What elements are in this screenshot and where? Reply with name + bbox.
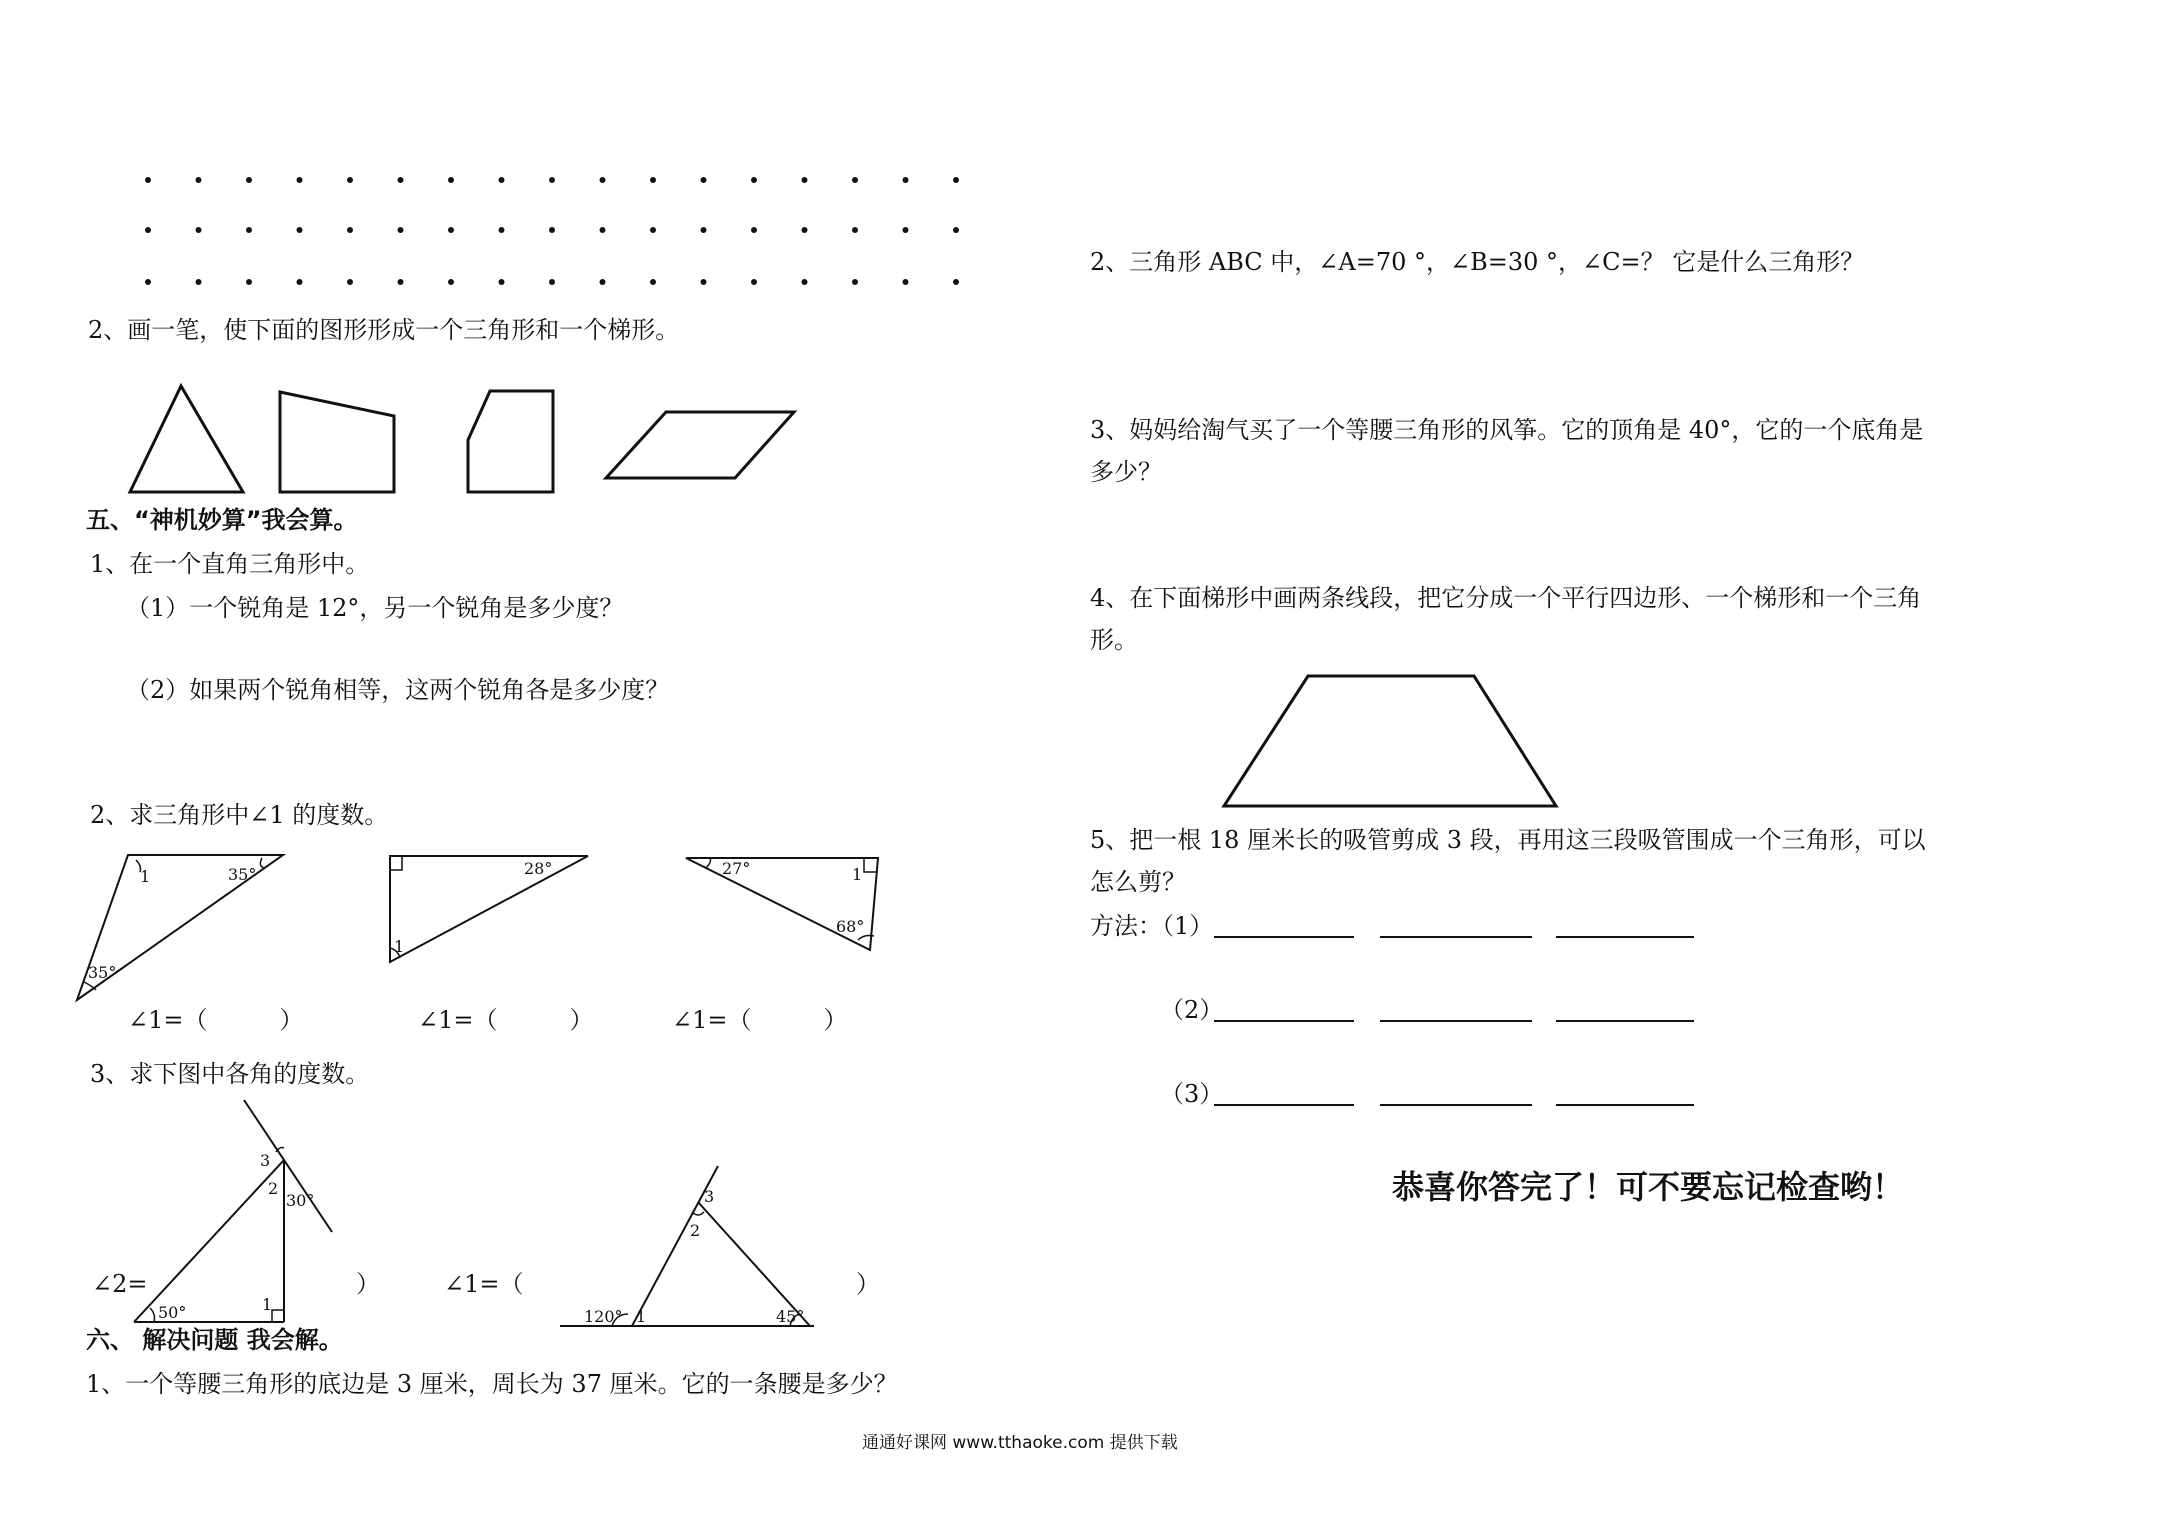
method-1-label: 方法：（1） [1090,912,1214,940]
congrats-message: 恭喜你答完了！可不要忘记检查哟！ [1392,1168,1905,1206]
method-2-blank-a[interactable] [1214,1020,1354,1022]
problem-4-line2: 形。 [1090,626,1138,654]
tri2-label-a: 28° [524,859,553,878]
problem-5-line2: 怎么剪？ [1090,868,1186,896]
section-6-title: 六、 解决问题 我会解。 [86,1326,343,1354]
method-2-blank-c[interactable] [1556,1020,1694,1022]
tri2-label-b: 1 [394,937,405,956]
problem-3-line1: 3、妈妈给淘气买了一个等腰三角形的风筝。它的顶角是 40°，它的一个底角是 [1090,416,1924,444]
figB-label-120: 120° [584,1307,623,1326]
answer-2-label: ∠1=（ ） [418,1006,594,1034]
answer-angle1: ∠1=（ [444,1270,524,1298]
method-3-blank-a[interactable] [1214,1104,1354,1106]
answer-angle2-close: ） [356,1270,380,1298]
tri3-label-c: 68° [836,917,865,936]
figB-label-3: 3 [704,1187,715,1206]
section-5-title: 五、“神机妙算”我会算。 [86,506,358,534]
method-3-blank-b[interactable] [1380,1104,1532,1106]
question-1b: （2）如果两个锐角相等，这两个锐角各是多少度？ [126,676,670,704]
problem-1: 1、一个等腰三角形的底边是 3 厘米，周长为 37 厘米。它的一条腰是多少？ [86,1370,898,1398]
figB-label-2: 2 [690,1221,701,1240]
figA-label-1: 1 [262,1295,273,1314]
tri3-label-a: 27° [722,859,751,878]
footer-credit: 通通好课网 www.tthaoke.com 提供下载 [862,1433,1178,1453]
answer-angle2: ∠2= [92,1270,148,1298]
tri3-label-b: 1 [852,865,863,884]
method-3-label: （3） [1160,1080,1224,1108]
tri1-label-b: 35° [228,865,257,884]
answer-angle1-close: ） [856,1270,880,1298]
method-1-blank-b[interactable] [1380,936,1532,938]
method-1-blank-c[interactable] [1556,936,1694,938]
question-1a: （1）一个锐角是 12°，另一个锐角是多少度？ [126,594,624,622]
question-3: 3、求下图中各角的度数。 [90,1060,370,1088]
method-2-label: （2） [1160,996,1224,1024]
question-2: 2、求三角形中∠1 的度数。 [90,801,389,829]
figB-label-1: 1 [636,1307,647,1326]
question-draw-line: 2、画一笔，使下面的图形形成一个三角形和一个梯形。 [88,316,680,344]
answer-1-label: ∠1=（ ） [128,1006,304,1034]
figA-label-30: 30° [286,1191,315,1210]
figA-label-3: 3 [260,1151,271,1170]
method-3-blank-c[interactable] [1556,1104,1694,1106]
problem-3-line2: 多少？ [1090,458,1162,486]
method-2-blank-b[interactable] [1380,1020,1532,1022]
answer-3-label: ∠1=（ ） [672,1006,848,1034]
tri1-label-c: 35° [88,963,117,982]
tri1-label-a: 1 [140,867,151,886]
problem-5-line1: 5、把一根 18 厘米长的吸管剪成 3 段，再用这三段吸管围成一个三角形，可以 [1090,826,1926,854]
figB-label-45: 45° [776,1307,805,1326]
figA-label-2: 2 [268,1179,279,1198]
problem-4-line1: 4、在下面梯形中画两条线段，把它分成一个平行四边形、一个梯形和一个三角 [1090,584,1922,612]
problem-2: 2、三角形 ABC 中，∠A=70 °，∠B=30 °，∠C=？ 它是什么三角形？ [1090,248,1865,276]
figA-label-50: 50° [158,1303,187,1322]
question-1: 1、在一个直角三角形中。 [90,550,370,578]
method-1-blank-a[interactable] [1214,936,1354,938]
